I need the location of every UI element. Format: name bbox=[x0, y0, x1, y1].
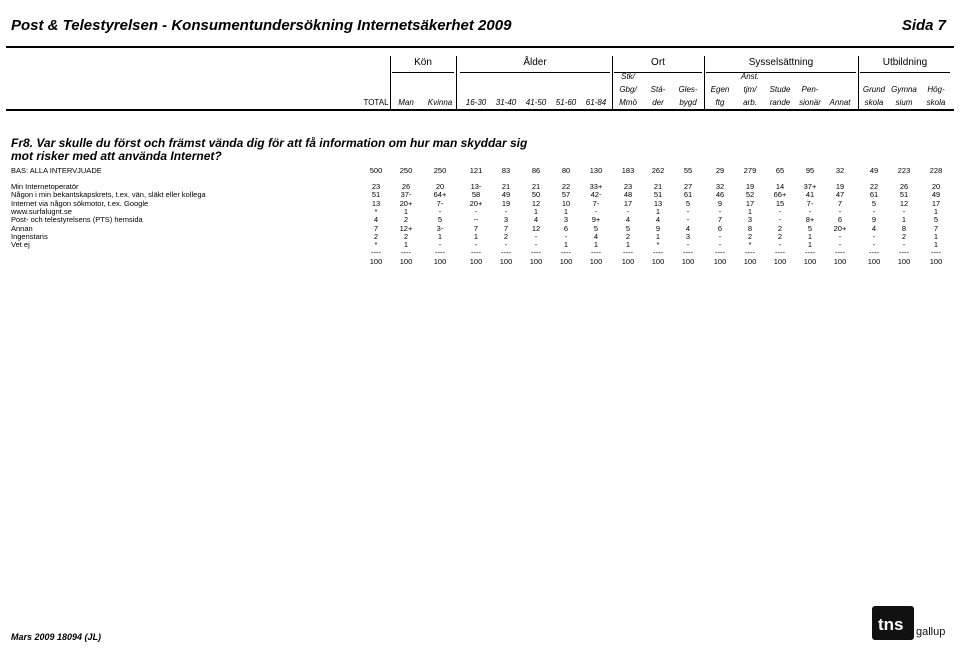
table-cell: 1 bbox=[563, 206, 569, 216]
table-cell: 15 bbox=[775, 198, 785, 208]
base-value: 32 bbox=[835, 166, 845, 175]
separator-dash: ---- bbox=[683, 248, 693, 258]
table-cell: 4 bbox=[685, 223, 691, 233]
table-cell: 50 bbox=[531, 190, 541, 200]
table-cell: - bbox=[838, 240, 842, 250]
table-cell: - bbox=[778, 206, 782, 216]
base-value: 86 bbox=[531, 166, 541, 175]
table-cell: 7 bbox=[473, 223, 479, 233]
total-cell: 100 bbox=[499, 257, 513, 267]
table-cell: 49 bbox=[501, 190, 511, 200]
table-cell: 41 bbox=[805, 190, 815, 200]
base-value: 223 bbox=[897, 166, 911, 175]
separator-dash: ---- bbox=[869, 248, 879, 258]
separator-dash: ---- bbox=[931, 248, 941, 258]
group-header-2: Ålder bbox=[460, 56, 610, 73]
column-header: Stä- bbox=[650, 85, 666, 94]
separator-dash: ---- bbox=[653, 248, 663, 258]
table-cell: 9 bbox=[655, 223, 661, 233]
table-cell: 13- bbox=[470, 182, 482, 191]
base-value: 121 bbox=[469, 166, 483, 175]
table-cell: 20+ bbox=[469, 198, 483, 208]
table-cell: - bbox=[686, 206, 690, 216]
table-cell: - bbox=[718, 206, 722, 216]
column-header: Anst. bbox=[740, 72, 760, 81]
table-cell: 8 bbox=[901, 223, 907, 233]
table-cell: 52 bbox=[745, 190, 755, 200]
table-cell: 3 bbox=[747, 215, 753, 225]
table-cell: 37+ bbox=[803, 182, 817, 191]
table-cell: 1 bbox=[655, 231, 661, 241]
table-cell: 4 bbox=[593, 231, 599, 241]
table-cell: - bbox=[474, 240, 478, 250]
base-value: 80 bbox=[561, 166, 571, 175]
row-label: Internet via någon sökmotor, t.ex. Google bbox=[11, 198, 149, 208]
table-cell: 2 bbox=[503, 231, 509, 241]
separator-dash: ---- bbox=[531, 248, 541, 258]
table-cell: 10 bbox=[561, 198, 571, 208]
table-cell: 64+ bbox=[433, 190, 447, 200]
table-cell: 1 bbox=[655, 206, 661, 216]
table-cell: 9 bbox=[717, 198, 723, 208]
separator-dash: ---- bbox=[501, 248, 511, 258]
table-cell: 6 bbox=[563, 223, 569, 233]
table-cell: 3- bbox=[436, 223, 444, 233]
table-cell: 58 bbox=[471, 190, 481, 200]
table-cell: 13 bbox=[653, 198, 663, 208]
base-value: 65 bbox=[775, 166, 785, 175]
column-header: bygd bbox=[679, 98, 697, 107]
column-header: arb. bbox=[743, 98, 757, 107]
table-cell: 12 bbox=[531, 198, 541, 208]
table-cell: 1 bbox=[473, 231, 479, 241]
footer-text: Mars 2009 18094 (JL) bbox=[11, 632, 102, 642]
table-cell: 1 bbox=[625, 240, 631, 250]
table-cell: 61 bbox=[869, 190, 879, 200]
column-header: 41-50 bbox=[525, 98, 547, 107]
table-cell: 3 bbox=[563, 215, 569, 225]
page-header bbox=[0, 0, 960, 52]
table-cell: 1 bbox=[933, 240, 939, 250]
column-header: Kvinna bbox=[427, 98, 453, 107]
base-value: 95 bbox=[805, 166, 815, 175]
separator-dash: ---- bbox=[561, 248, 571, 258]
page-title: Post & Telestyrelsen - Konsumentundersökning Internetsäkerhet 2009 bbox=[11, 17, 512, 34]
table-cell: - bbox=[778, 240, 782, 250]
table-cell: 5 bbox=[437, 215, 443, 225]
table-cell: 26 bbox=[899, 182, 909, 191]
base-value: 250 bbox=[433, 166, 447, 175]
total-cell: 100 bbox=[681, 257, 695, 267]
table-cell: 19 bbox=[835, 182, 845, 191]
table-cell: 61 bbox=[683, 190, 693, 200]
column-header: 61-84 bbox=[585, 98, 607, 107]
table-cell: 9 bbox=[871, 215, 877, 225]
group-header-5: Utbildning bbox=[860, 56, 950, 73]
column-header: 31-40 bbox=[495, 98, 517, 107]
table-cell: 57 bbox=[561, 190, 571, 200]
table-cell: 3 bbox=[503, 215, 509, 225]
total-cell: 100 bbox=[589, 257, 603, 267]
separator-dash: ---- bbox=[745, 248, 755, 258]
column-header: Grund bbox=[862, 85, 886, 94]
table-cell: 20+ bbox=[399, 198, 413, 208]
base-value: 49 bbox=[869, 166, 879, 175]
table-cell: 17 bbox=[931, 198, 941, 208]
separator-dash: ---- bbox=[805, 248, 815, 258]
table-cell: 2 bbox=[625, 231, 631, 241]
separator-dash: ---- bbox=[899, 248, 909, 258]
table-cell: 48 bbox=[623, 190, 633, 200]
table-cell: - bbox=[872, 206, 876, 216]
table-cell: 21 bbox=[531, 182, 541, 191]
table-cell: 46 bbox=[715, 190, 725, 200]
table-cell: 12+ bbox=[399, 223, 413, 233]
table-cell: 8+ bbox=[805, 215, 815, 225]
column-header: 51-60 bbox=[555, 98, 577, 107]
table-cell: 4 bbox=[373, 215, 379, 225]
column-header: skola bbox=[926, 98, 946, 107]
column-header: Pen- bbox=[801, 85, 819, 94]
base-value: 250 bbox=[399, 166, 413, 175]
table-cell: 2 bbox=[403, 215, 409, 225]
table-cell: 66+ bbox=[773, 190, 787, 200]
total-cell: 100 bbox=[867, 257, 881, 267]
table-cell: 7 bbox=[373, 223, 379, 233]
table-cell: 1 bbox=[533, 206, 539, 216]
table-cell: - bbox=[504, 206, 508, 216]
header-bottom-rule bbox=[6, 109, 954, 111]
table-cell: 42- bbox=[590, 190, 602, 200]
table-cell: 23 bbox=[623, 182, 633, 191]
total-cell: 100 bbox=[399, 257, 413, 267]
table-cell: 1 bbox=[593, 240, 599, 250]
table-cell: 2 bbox=[373, 231, 379, 241]
table-cell: - bbox=[564, 231, 568, 241]
tns-gallup-logo bbox=[868, 602, 956, 642]
table-cell: * bbox=[374, 240, 378, 250]
column-header: tjm/ bbox=[743, 85, 757, 94]
group-header-1: Kön bbox=[392, 56, 454, 73]
table-cell: 5 bbox=[593, 223, 599, 233]
table-cell: 26 bbox=[401, 182, 411, 191]
column-header: ftg bbox=[715, 98, 725, 107]
table-cell: 19 bbox=[745, 182, 755, 191]
table-cell: 12 bbox=[531, 223, 541, 233]
table-cell: 17 bbox=[623, 198, 633, 208]
table-cell: 1 bbox=[403, 206, 409, 216]
total-cell: 100 bbox=[803, 257, 817, 267]
table-cell: - bbox=[808, 206, 812, 216]
table-cell: 51 bbox=[653, 190, 663, 200]
base-value: 83 bbox=[501, 166, 511, 175]
table-cell: 7- bbox=[436, 198, 444, 208]
column-header: Gbg/ bbox=[619, 85, 637, 94]
table-cell: - bbox=[626, 206, 630, 216]
table-cell: 2 bbox=[747, 231, 753, 241]
base-value: 130 bbox=[589, 166, 603, 175]
table-cell: 8 bbox=[747, 223, 753, 233]
row-label: Post- och telestyrelsens (PTS) hemsida bbox=[11, 215, 143, 225]
table-cell: 7 bbox=[717, 215, 723, 225]
table-cell: 17 bbox=[745, 198, 755, 208]
column-header: Stude bbox=[769, 85, 791, 94]
row-label: Annan bbox=[11, 223, 33, 233]
column-header: Annat bbox=[829, 98, 851, 107]
total-cell: 100 bbox=[433, 257, 447, 267]
total-cell: 100 bbox=[897, 257, 911, 267]
column-header: Egen bbox=[710, 85, 730, 94]
table-cell: * bbox=[374, 206, 378, 216]
table-cell: 22 bbox=[561, 182, 571, 191]
group-header-4: Sysselsättning bbox=[706, 56, 856, 73]
base-value: 55 bbox=[683, 166, 693, 175]
table-cell: 1 bbox=[747, 206, 753, 216]
separator-dash: ---- bbox=[835, 248, 845, 258]
total-cell: 100 bbox=[529, 257, 543, 267]
column-header: Mmö bbox=[619, 98, 637, 107]
base-value: 500 bbox=[369, 166, 383, 175]
table-cell: 4 bbox=[871, 223, 877, 233]
table-cell: - bbox=[902, 240, 906, 250]
table-cell: * bbox=[748, 240, 752, 250]
table-cell: 51 bbox=[371, 190, 381, 200]
table-cell: 37- bbox=[400, 190, 412, 200]
total-cell: 100 bbox=[713, 257, 727, 267]
table-cell: 19 bbox=[501, 198, 511, 208]
column-header: sium bbox=[895, 98, 913, 107]
column-header: der bbox=[652, 98, 664, 107]
table-cell: 5 bbox=[933, 215, 939, 225]
group-header-3: Ort bbox=[614, 56, 702, 73]
table-cell: 1 bbox=[437, 231, 443, 241]
row-label: Vet ej bbox=[11, 240, 30, 250]
table-cell: 2 bbox=[901, 231, 907, 241]
logo-text: tns bbox=[878, 615, 904, 634]
table-cell: - bbox=[838, 231, 842, 241]
header-rule bbox=[6, 46, 954, 48]
total-cell: 100 bbox=[773, 257, 787, 267]
separator-dash: ---- bbox=[471, 248, 481, 258]
table-cell: -- bbox=[473, 215, 479, 225]
table-cell: - bbox=[534, 240, 538, 250]
table-cell: 21 bbox=[501, 182, 511, 191]
base-value: 279 bbox=[743, 166, 757, 175]
table-cell: 1 bbox=[933, 231, 939, 241]
row-label: Min Internetoperatör bbox=[11, 182, 79, 191]
table-cell: 7 bbox=[933, 223, 939, 233]
table-cell: 5 bbox=[685, 198, 691, 208]
row-label: Någon i min bekantskapskrets, t.ex. vän, släkt eller kollega bbox=[11, 190, 206, 200]
table-cell: 21 bbox=[653, 182, 663, 191]
table-cell: 14 bbox=[775, 182, 785, 191]
table-cell: 2 bbox=[777, 223, 783, 233]
table-cell: - bbox=[438, 240, 442, 250]
table-cell: 5 bbox=[807, 223, 813, 233]
table-cell: 22 bbox=[869, 182, 879, 191]
table-cell: * bbox=[656, 240, 660, 250]
table-cell: 5 bbox=[625, 223, 631, 233]
separator-dash: ---- bbox=[371, 248, 381, 258]
table-cell: 27 bbox=[683, 182, 693, 191]
table-cell: 12 bbox=[899, 198, 909, 208]
base-value: 29 bbox=[715, 166, 725, 175]
row-label: Ingenstans bbox=[11, 231, 48, 241]
table-cell: 6 bbox=[837, 215, 843, 225]
base-value: 262 bbox=[651, 166, 665, 175]
column-header: TOTAL bbox=[363, 98, 389, 107]
table-cell: - bbox=[872, 240, 876, 250]
table-cell: 23 bbox=[371, 182, 381, 191]
table-cell: 49 bbox=[931, 190, 941, 200]
table-cell: - bbox=[718, 231, 722, 241]
table-cell: 1 bbox=[807, 231, 813, 241]
column-header: Gles- bbox=[678, 85, 698, 94]
table-cell: 1 bbox=[901, 215, 907, 225]
table-cell: - bbox=[534, 231, 538, 241]
total-cell: 100 bbox=[651, 257, 665, 267]
table-cell: 32 bbox=[715, 182, 725, 191]
table-cell: 7- bbox=[592, 198, 600, 208]
column-header: Gymna bbox=[891, 85, 917, 94]
table-cell: 7 bbox=[503, 223, 509, 233]
table-cell: 7- bbox=[806, 198, 814, 208]
table-cell: 6 bbox=[717, 223, 723, 233]
table-cell: 33+ bbox=[589, 182, 603, 191]
separator-dash: ---- bbox=[775, 248, 785, 258]
table-cell: - bbox=[902, 206, 906, 216]
table-cell: 1 bbox=[563, 240, 569, 250]
table-cell: 4 bbox=[655, 215, 661, 225]
table-cell: 1 bbox=[403, 240, 409, 250]
separator-dash: ---- bbox=[591, 248, 601, 258]
table-cell: - bbox=[718, 240, 722, 250]
page-number: Sida 7 bbox=[901, 17, 946, 34]
table-cell: 5 bbox=[871, 198, 877, 208]
table-cell: 2 bbox=[777, 231, 783, 241]
table-cell: - bbox=[838, 206, 842, 216]
table-cell: 3 bbox=[685, 231, 691, 241]
total-cell: 100 bbox=[559, 257, 573, 267]
table-cell: - bbox=[872, 231, 876, 241]
total-cell: 100 bbox=[929, 257, 943, 267]
table-cell: 7 bbox=[837, 198, 843, 208]
base-label: BAS: ALLA INTERVJUADE bbox=[11, 166, 102, 175]
separator-dash: ---- bbox=[623, 248, 633, 258]
table-cell: - bbox=[474, 206, 478, 216]
column-header: 16-30 bbox=[465, 98, 487, 107]
row-label: www.surfalugnt.se bbox=[11, 206, 72, 216]
total-cell: 100 bbox=[469, 257, 483, 267]
separator-dash: ---- bbox=[715, 248, 725, 258]
table-cell: - bbox=[686, 215, 690, 225]
logo-subtext: gallup bbox=[916, 626, 946, 638]
table-cell: 4 bbox=[625, 215, 631, 225]
table-cell: - bbox=[594, 206, 598, 216]
table-cell: 1 bbox=[933, 206, 939, 216]
column-header: Hög- bbox=[927, 85, 945, 94]
total-cell: 100 bbox=[743, 257, 757, 267]
table-cell: - bbox=[686, 240, 690, 250]
table-cell: 20 bbox=[931, 182, 941, 191]
table-cell: - bbox=[504, 240, 508, 250]
column-header: Man bbox=[398, 98, 414, 107]
table-cell: 13 bbox=[371, 198, 381, 208]
total-cell: 100 bbox=[833, 257, 847, 267]
table-cell: - bbox=[438, 206, 442, 216]
table-cell: 20+ bbox=[833, 223, 847, 233]
total-cell: 100 bbox=[621, 257, 635, 267]
question-text: Fr8. Var skulle du först och främst vända dig för att få information om hur man skyddar sig mot risker med att använda Internet? bbox=[11, 136, 528, 163]
separator-dash: ---- bbox=[401, 248, 411, 258]
table-cell: 51 bbox=[899, 190, 909, 200]
table-cell: 20 bbox=[435, 182, 445, 191]
table-cell: 1 bbox=[807, 240, 813, 250]
separator-dash: ---- bbox=[435, 248, 445, 258]
column-header: Stk/ bbox=[621, 72, 635, 81]
table-cell: 2 bbox=[403, 231, 409, 241]
table-cell: 9+ bbox=[591, 215, 601, 225]
total-cell: 100 bbox=[369, 257, 383, 267]
table-cell: 47 bbox=[835, 190, 845, 200]
table-cell: - bbox=[778, 215, 782, 225]
base-value: 228 bbox=[929, 166, 943, 175]
column-header: sionär bbox=[799, 98, 821, 107]
table-cell: 4 bbox=[533, 215, 539, 225]
column-header: skola bbox=[864, 98, 884, 107]
column-header: rande bbox=[769, 98, 791, 107]
base-value: 183 bbox=[621, 166, 635, 175]
